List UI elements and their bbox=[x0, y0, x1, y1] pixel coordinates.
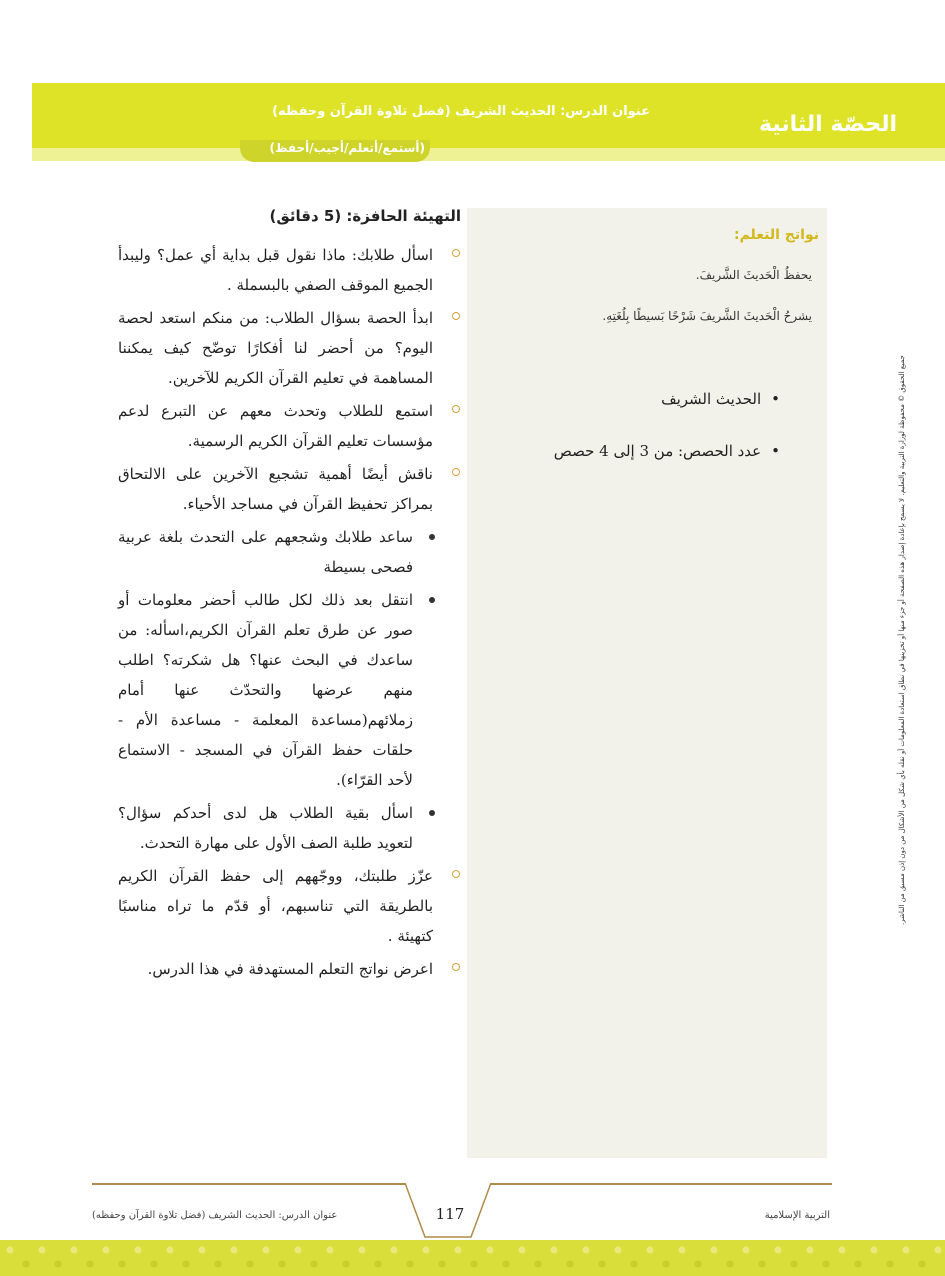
list-item bbox=[118, 396, 463, 456]
outcome-item: يحفظُ الْحَديثَ الشَّريفَ. bbox=[695, 268, 812, 282]
sub-list-item-text: انتقل بعد ذلك لكل طالب أحضر معلومات أو صور عن طرق تعلم القرآن الكريم،اسأله: من ساعدك في البحث عنها؟ هل شكرته؟ اطلب منهم عرضها والتحدّث عنها أمام زملائهم(مساعدة المعلمة - مساعدة الأم - حلقات حفظ القرآن في المسجد - الاستماع لأحد القرّاء). bbox=[118, 591, 413, 789]
header-pale-strip bbox=[32, 148, 945, 161]
page-number: 117 bbox=[435, 1205, 465, 1223]
sub-list-item bbox=[118, 522, 463, 582]
list-item bbox=[118, 954, 463, 984]
list-item-text: عزّز طلبتك، ووجّههم إلى حفظ القرآن الكريم بالطريقة التي تناسبهم، أو قدّم ما تراه مناسبًا كتهيئة . bbox=[118, 867, 433, 945]
dot-bullet-icon bbox=[429, 597, 435, 603]
sub-list-item bbox=[118, 798, 463, 858]
section-title: الحصّة الثانية bbox=[759, 112, 897, 137]
list-item-text: استمع للطلاب وتحدث معهم عن التبرع لدعم مؤسسات تعليم القرآن الكريم الرسمية. bbox=[118, 402, 433, 450]
list-item-text: اعرض نواتج التعلم المستهدفة في هذا الدرس. bbox=[147, 960, 433, 978]
circle-bullet-icon bbox=[452, 870, 460, 878]
circle-bullet-icon bbox=[452, 249, 460, 257]
outcome-item: يشرحُ الْحَديثَ الشَّريفَ شَرْحًا بَسيطًا بِلُغَتِهِ. bbox=[602, 309, 812, 323]
footer-subject: التربية الإسلامية bbox=[764, 1210, 830, 1221]
dot-bullet-icon bbox=[429, 534, 435, 540]
circle-bullet-icon bbox=[452, 468, 460, 476]
list-item bbox=[118, 240, 463, 300]
sub-list-item bbox=[118, 585, 463, 795]
side-bullet-item bbox=[554, 442, 780, 460]
circle-bullet-icon bbox=[452, 312, 460, 320]
lesson-title: عنوان الدرس: الحديث الشريف (فضل تلاوة القرآن وحفظه) bbox=[272, 104, 650, 119]
dot-bullet-icon bbox=[429, 810, 435, 816]
copyright-notice: جميع الحقوق © محفوظة لوزارة التربية والتعليم. لا يسمح بإعادة إصدار هذه الصفحة أو جزء منها أو تخزينها في نطاق استعادة المعلومات أو نقله بأي شكل من الأشكال من دون إذن مسبق من الناشر. bbox=[898, 355, 906, 925]
list-item-text: اسأل طلابك: ماذا نقول قبل بداية أي عمل؟ وليبدأ الجميع الموقف الصفي بالبسملة . bbox=[118, 246, 433, 294]
footer-lesson-ref: عنوان الدرس: الحديث الشريف (فضل تلاوة القرآن وحفظه) bbox=[92, 1210, 338, 1221]
bullet-icon: • bbox=[771, 390, 780, 408]
list-item bbox=[118, 861, 463, 951]
side-bullet-text: الحديث الشريف bbox=[661, 390, 762, 408]
sub-list-item-text: اسأل بقية الطلاب هل لدى أحدكم سؤال؟ لتعويد طلبة الصف الأول على مهارة التحدث. bbox=[118, 804, 413, 852]
warmup-heading: التهيئة الحافزة: (5 دقائق) bbox=[269, 207, 461, 225]
warmup-list bbox=[118, 240, 463, 987]
circle-bullet-icon bbox=[452, 405, 460, 413]
footer-pattern-band bbox=[0, 1240, 945, 1276]
side-bullet-item bbox=[661, 390, 780, 408]
lesson-subtitle: (أستمع/أتعلم/أجيب/أحفظ) bbox=[269, 141, 425, 155]
list-item-text: ابدأ الحصة بسؤال الطلاب: من منكم استعد لحصة اليوم؟ من أحضر لنا أفكارًا توضّح كيف يمكننا المساهمة في تعليم القرآن الكريم للآخرين. bbox=[118, 309, 433, 387]
outcomes-heading: نواتج التعلم: bbox=[733, 227, 819, 243]
list-item bbox=[118, 303, 463, 393]
side-bullet-text: عدد الحصص: من 3 إلى 4 حصص bbox=[553, 442, 762, 460]
bullet-icon: • bbox=[771, 442, 780, 460]
sub-list-item-text: ساعد طلابك وشجعهم على التحدث بلغة عربية فصحى بسيطة bbox=[118, 528, 413, 576]
learning-outcomes-panel bbox=[467, 208, 827, 1158]
list-item bbox=[118, 459, 463, 519]
circle-bullet-icon bbox=[452, 963, 460, 971]
list-item-text: ناقش أيضًا أهمية تشجيع الآخرين على الالتحاق بمراكز تحفيظ القرآن في مساجد الأحياء. bbox=[118, 465, 433, 513]
